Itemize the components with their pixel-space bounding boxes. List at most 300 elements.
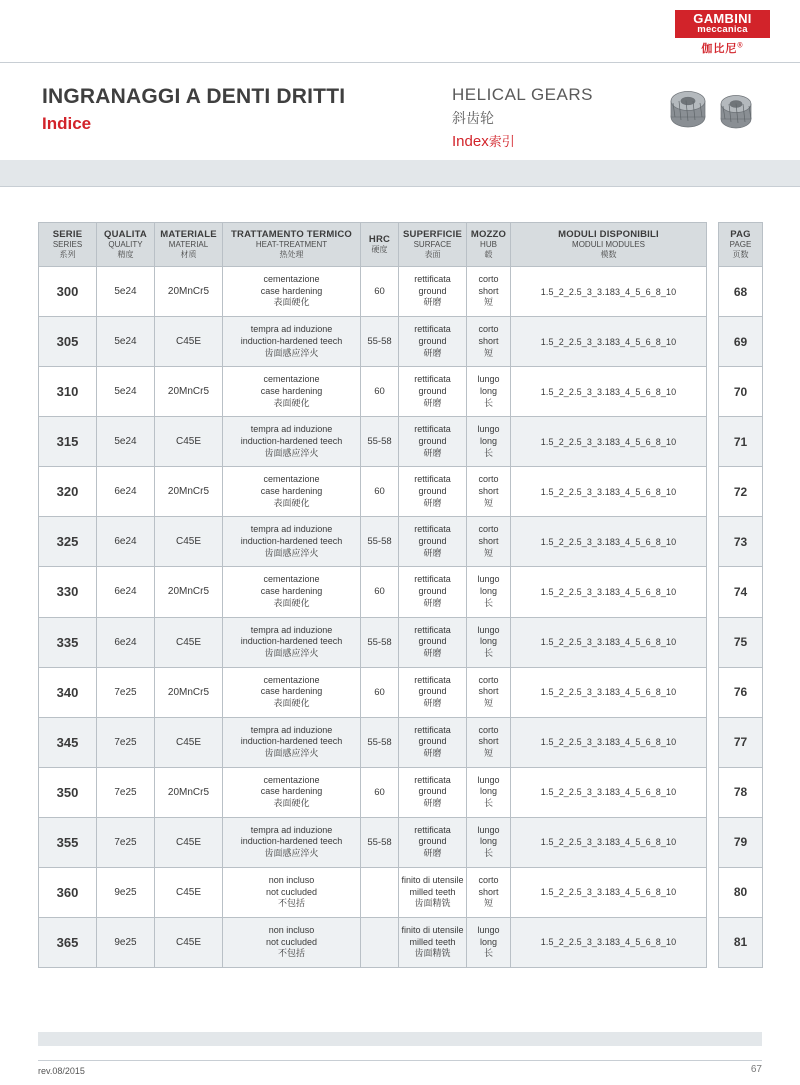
cell-spacer [707,467,719,517]
trat-it: cementazione [263,474,320,485]
cell-mozzo [467,417,511,467]
cell-pagina[interactable]: 70 [719,367,763,417]
surf-en: milled teeth [409,886,456,897]
cell-trattamento [223,717,361,767]
page-title-english: HELICAL GEARS [452,85,593,104]
header-it: MOZZO [470,229,507,240]
hub-cn: 短 [483,697,493,708]
column-header-qualita [97,223,155,267]
cell-hrc: 60 [361,767,399,817]
cell-materiale: 20MnCr5 [155,267,223,317]
table-row[interactable] [39,717,763,767]
header-cn: 热处理 [279,249,304,259]
surf-it: finito di utensile [401,874,464,885]
cell-materiale: 20MnCr5 [155,367,223,417]
table-row[interactable] [39,867,763,917]
surf-cn: 研磨 [423,397,442,408]
cell-trattamento [223,517,361,567]
hub-it: lungo [477,574,500,585]
brand-name: GAMBINI [693,11,752,26]
header-cn: 系列 [59,249,76,259]
cell-mozzo [467,717,511,767]
cell-qualita: 7e25 [97,817,155,867]
surf-it: rettificata [414,674,451,685]
hub-it: lungo [477,924,500,935]
spacer-column [707,223,719,267]
hub-it: corto [478,524,499,535]
cell-spacer [707,817,719,867]
cell-hrc [361,917,399,967]
cell-qualita: 7e25 [97,767,155,817]
surf-it: rettificata [414,774,451,785]
cell-moduli: 1.5_2_2.5_3_3.183_4_5_6_8_10 [511,567,707,617]
trat-it: cementazione [263,274,320,285]
header-divider-rule [0,186,800,187]
trat-en: induction-hardened teech [240,536,343,547]
cell-superficie [399,317,467,367]
cell-mozzo [467,367,511,417]
cell-trattamento [223,667,361,717]
hub-it: corto [478,274,499,285]
hub-it: corto [478,674,499,685]
hub-it: lungo [477,374,500,385]
hub-it: lungo [477,774,500,785]
cell-hrc: 60 [361,267,399,317]
table-row[interactable] [39,567,763,617]
trat-cn: 表面硬化 [273,497,310,508]
cell-pagina[interactable]: 73 [719,517,763,567]
surf-cn: 齿面精铣 [414,948,451,959]
cell-spacer [707,317,719,367]
trat-en: not cucluded [265,886,318,897]
brand-logo-box [675,10,770,38]
brand-subtitle: meccanica [697,24,748,35]
cell-pagina[interactable]: 75 [719,617,763,667]
surf-it: rettificata [414,524,451,535]
hub-en: short [478,686,499,697]
index-label-chinese: 索引 [488,134,515,149]
cell-hrc: 55-58 [361,417,399,467]
trat-en: case hardening [260,686,323,697]
hub-it: lungo [477,424,500,435]
cell-moduli: 1.5_2_2.5_3_3.183_4_5_6_8_10 [511,617,707,667]
surf-en: ground [418,486,447,497]
header-cn: 模数 [600,249,617,259]
header-cn: 硬度 [371,244,388,254]
cell-trattamento [223,617,361,667]
trat-en: case hardening [260,786,323,797]
header-it: SERIE [52,229,83,240]
header-grey-band [0,160,800,186]
cell-materiale: 20MnCr5 [155,467,223,517]
cell-superficie [399,417,467,467]
trat-it: non incluso [268,874,315,885]
brand-chinese-name [675,40,770,56]
cell-qualita: 7e25 [97,717,155,767]
surf-en: ground [418,335,447,346]
cell-hrc: 55-58 [361,817,399,867]
header-it: SUPERFICIE [402,229,462,240]
cell-pagina[interactable]: 77 [719,717,763,767]
cell-trattamento [223,767,361,817]
surf-en: ground [418,285,447,296]
cell-mozzo [467,917,511,967]
trat-cn: 齿面感应淬火 [264,447,319,458]
hub-en: long [479,636,497,647]
cell-hrc: 60 [361,367,399,417]
cell-mozzo [467,267,511,317]
surf-en: ground [418,586,447,597]
cell-trattamento [223,367,361,417]
hub-en: short [478,536,499,547]
hub-cn: 长 [483,597,493,608]
surf-cn: 齿面精铣 [414,898,451,909]
surf-it: rettificata [414,824,451,835]
cell-spacer [707,867,719,917]
cell-superficie [399,267,467,317]
cell-pagina[interactable]: 80 [719,867,763,917]
cell-qualita: 6e24 [97,617,155,667]
cell-materiale: C45E [155,317,223,367]
cell-pagina[interactable]: 71 [719,417,763,467]
trat-cn: 不包括 [277,898,305,909]
cell-serie: 335 [39,617,97,667]
surf-en: ground [418,536,447,547]
page-title-chinese: 斜齿轮 [452,110,494,126]
cell-qualita: 9e25 [97,917,155,967]
surf-en: milled teeth [409,936,456,947]
cell-pagina[interactable]: 69 [719,317,763,367]
surf-it: rettificata [414,374,451,385]
trat-cn: 表面硬化 [273,798,310,809]
surf-en: ground [418,786,447,797]
cell-moduli: 1.5_2_2.5_3_3.183_4_5_6_8_10 [511,667,707,717]
surf-cn: 研磨 [423,697,442,708]
trat-en: induction-hardened teech [240,435,343,446]
cell-materiale: C45E [155,417,223,467]
cell-qualita: 5e24 [97,417,155,467]
cell-pagina[interactable]: 81 [719,917,763,967]
trat-cn: 不包括 [277,948,305,959]
cell-moduli: 1.5_2_2.5_3_3.183_4_5_6_8_10 [511,467,707,517]
cell-hrc: 60 [361,467,399,517]
cell-spacer [707,617,719,667]
table-row[interactable] [39,417,763,467]
cell-qualita: 6e24 [97,517,155,567]
header-cn: 表面 [424,249,441,259]
cell-qualita: 5e24 [97,317,155,367]
cell-trattamento [223,267,361,317]
cell-hrc: 55-58 [361,617,399,667]
table-row[interactable] [39,267,763,317]
cell-superficie [399,467,467,517]
column-header-hrc [361,223,399,267]
cell-pagina[interactable]: 72 [719,467,763,517]
hub-en: short [478,886,499,897]
trat-en: case hardening [260,285,323,296]
cell-trattamento [223,467,361,517]
trat-en: case hardening [260,486,323,497]
trat-it: tempra ad induzione [250,424,333,435]
cell-mozzo [467,467,511,517]
table-header-row [39,223,763,267]
header-en: PAGE [729,240,752,250]
header-cn: 材质 [180,249,197,259]
hub-cn: 长 [483,948,493,959]
cell-hrc: 55-58 [361,317,399,367]
table-row[interactable] [39,667,763,717]
cell-moduli: 1.5_2_2.5_3_3.183_4_5_6_8_10 [511,717,707,767]
surf-it: rettificata [414,574,451,585]
cell-mozzo [467,517,511,567]
cell-serie: 350 [39,767,97,817]
column-header-moduli-disponibili [511,223,707,267]
trat-en: induction-hardened teech [240,636,343,647]
cell-serie: 360 [39,867,97,917]
header-en: QUALITY [108,240,143,250]
index-table-wrapper [38,222,762,968]
hub-cn: 短 [483,497,493,508]
trat-en: induction-hardened teech [240,736,343,747]
cell-superficie [399,767,467,817]
cell-moduli: 1.5_2_2.5_3_3.183_4_5_6_8_10 [511,267,707,317]
cell-serie: 355 [39,817,97,867]
surf-en: ground [418,736,447,747]
cell-superficie [399,367,467,417]
header-en: SURFACE [413,240,452,250]
table-row[interactable] [39,467,763,517]
hub-it: corto [478,324,499,335]
cell-trattamento [223,917,361,967]
column-header-trattamento-termico [223,223,361,267]
page-title-block [0,62,800,161]
header-cn: 精度 [117,249,134,259]
hub-it: corto [478,874,499,885]
hub-cn: 短 [483,347,493,358]
surf-cn: 研磨 [423,447,442,458]
cell-serie: 315 [39,417,97,467]
trat-en: induction-hardened teech [240,335,343,346]
hub-en: long [479,586,497,597]
header-cn: 毂 [484,249,493,259]
surf-it: rettificata [414,424,451,435]
cell-materiale: C45E [155,717,223,767]
trat-cn: 齿面感应淬火 [264,547,319,558]
cell-pagina[interactable]: 68 [719,267,763,317]
cell-moduli: 1.5_2_2.5_3_3.183_4_5_6_8_10 [511,517,707,567]
surf-cn: 研磨 [423,597,442,608]
hub-en: short [478,486,499,497]
cell-serie: 365 [39,917,97,967]
cell-superficie [399,617,467,667]
hub-en: short [478,335,499,346]
trat-cn: 表面硬化 [273,297,310,308]
footer-revision: rev.08/2015 [38,1066,85,1076]
cell-materiale: 20MnCr5 [155,567,223,617]
surf-cn: 研磨 [423,547,442,558]
cell-hrc: 55-58 [361,717,399,767]
index-label-english: Index [452,133,489,150]
cell-moduli: 1.5_2_2.5_3_3.183_4_5_6_8_10 [511,417,707,467]
header-en: MODULI MODULES [572,240,645,250]
cell-serie: 340 [39,667,97,717]
trat-cn: 表面硬化 [273,597,310,608]
cell-qualita: 5e24 [97,267,155,317]
surf-cn: 研磨 [423,848,442,859]
cell-superficie [399,667,467,717]
table-row[interactable] [39,367,763,417]
cell-hrc [361,867,399,917]
cell-materiale: C45E [155,617,223,667]
cell-moduli: 1.5_2_2.5_3_3.183_4_5_6_8_10 [511,917,707,967]
cell-superficie [399,567,467,617]
helical-gear-illustration [656,87,766,137]
table-row[interactable] [39,317,763,367]
hub-cn: 长 [483,397,493,408]
cell-materiale: C45E [155,917,223,967]
cell-pagina[interactable]: 79 [719,817,763,867]
cell-moduli: 1.5_2_2.5_3_3.183_4_5_6_8_10 [511,367,707,417]
cell-materiale: 20MnCr5 [155,667,223,717]
trat-it: tempra ad induzione [250,524,333,535]
header-it: MATERIALE [160,229,217,240]
cell-superficie [399,517,467,567]
cell-spacer [707,917,719,967]
cell-spacer [707,767,719,817]
table-row[interactable] [39,617,763,667]
page-subtitle-italian: Indice [42,114,92,133]
cell-spacer [707,567,719,617]
cell-serie: 325 [39,517,97,567]
cell-serie: 330 [39,567,97,617]
table-row[interactable] [39,517,763,567]
header-it: HRC [368,233,391,245]
cell-serie: 345 [39,717,97,767]
cell-materiale: C45E [155,817,223,867]
header-en: MATERIAL [168,240,209,250]
surf-en: ground [418,636,447,647]
trat-cn: 齿面感应淬火 [264,848,319,859]
hub-it: lungo [477,624,500,635]
column-header-mozzo [467,223,511,267]
cell-pagina[interactable]: 78 [719,767,763,817]
surf-it: rettificata [414,624,451,635]
cell-spacer [707,667,719,717]
hub-cn: 短 [483,898,493,909]
cell-mozzo [467,867,511,917]
trat-cn: 齿面感应淬火 [264,647,319,658]
trat-en: case hardening [260,385,323,396]
surf-it: rettificata [414,474,451,485]
cell-qualita: 7e25 [97,667,155,717]
table-row[interactable] [39,917,763,967]
surf-en: ground [418,686,447,697]
brand-chinese-text: 伽比尼 [701,42,738,55]
table-row[interactable] [39,817,763,867]
trat-it: cementazione [263,674,320,685]
cell-qualita: 9e25 [97,867,155,917]
trat-it: tempra ad induzione [250,324,333,335]
page-top-band [0,0,800,62]
header-en: HEAT-TREATMENT [255,240,328,250]
page-title-italian: INGRANAGGI A DENTI DRITTI [42,85,346,108]
cell-materiale: 20MnCr5 [155,767,223,817]
trat-cn: 齿面感应淬火 [264,347,319,358]
surf-cn: 研磨 [423,347,442,358]
surf-en: ground [418,836,447,847]
table-header [39,223,763,267]
surf-cn: 研磨 [423,297,442,308]
table-row[interactable] [39,767,763,817]
surf-en: ground [418,385,447,396]
cell-trattamento [223,817,361,867]
trat-it: non incluso [268,924,315,935]
hub-en: long [479,435,497,446]
cell-superficie [399,817,467,867]
hub-cn: 长 [483,447,493,458]
surf-it: finito di utensile [401,924,464,935]
cell-trattamento [223,567,361,617]
trat-en: not cucluded [265,936,318,947]
surf-it: rettificata [414,324,451,335]
hub-en: short [478,285,499,296]
cell-pagina[interactable]: 76 [719,667,763,717]
cell-moduli: 1.5_2_2.5_3_3.183_4_5_6_8_10 [511,317,707,367]
cell-spacer [707,517,719,567]
trat-cn: 齿面感应淬火 [264,748,319,759]
trat-it: tempra ad induzione [250,824,333,835]
surf-cn: 研磨 [423,748,442,759]
cell-moduli: 1.5_2_2.5_3_3.183_4_5_6_8_10 [511,867,707,917]
hub-en: long [479,385,497,396]
trat-it: tempra ad induzione [250,624,333,635]
hub-it: lungo [477,824,500,835]
hub-en: long [479,936,497,947]
cell-trattamento [223,317,361,367]
column-header-superficie [399,223,467,267]
surf-cn: 研磨 [423,497,442,508]
hub-cn: 长 [483,848,493,859]
trat-cn: 表面硬化 [273,697,310,708]
cell-mozzo [467,667,511,717]
cell-trattamento [223,867,361,917]
brand-logo [675,10,770,56]
header-it: QUALITA [104,229,147,240]
cell-materiale: C45E [155,517,223,567]
column-header-materiale [155,223,223,267]
surf-it: rettificata [414,724,451,735]
cell-mozzo [467,817,511,867]
cell-serie: 310 [39,367,97,417]
cell-mozzo [467,567,511,617]
header-en: SERIES [52,240,83,250]
header-it: MODULI DISPONIBILI [558,229,659,240]
cell-mozzo [467,617,511,667]
trat-it: tempra ad induzione [250,724,333,735]
hub-it: corto [478,474,499,485]
header-cn: 页数 [732,249,749,259]
index-table [38,222,763,968]
footer-grey-band [38,1032,762,1046]
cell-pagina[interactable]: 74 [719,567,763,617]
surf-en: ground [418,435,447,446]
trat-it: cementazione [263,374,320,385]
hub-cn: 短 [483,547,493,558]
header-it: TRATTAMENTO TERMICO [231,229,352,240]
cell-materiale: C45E [155,867,223,917]
column-header-pag [719,223,763,267]
footer-divider-rule [38,1060,762,1061]
